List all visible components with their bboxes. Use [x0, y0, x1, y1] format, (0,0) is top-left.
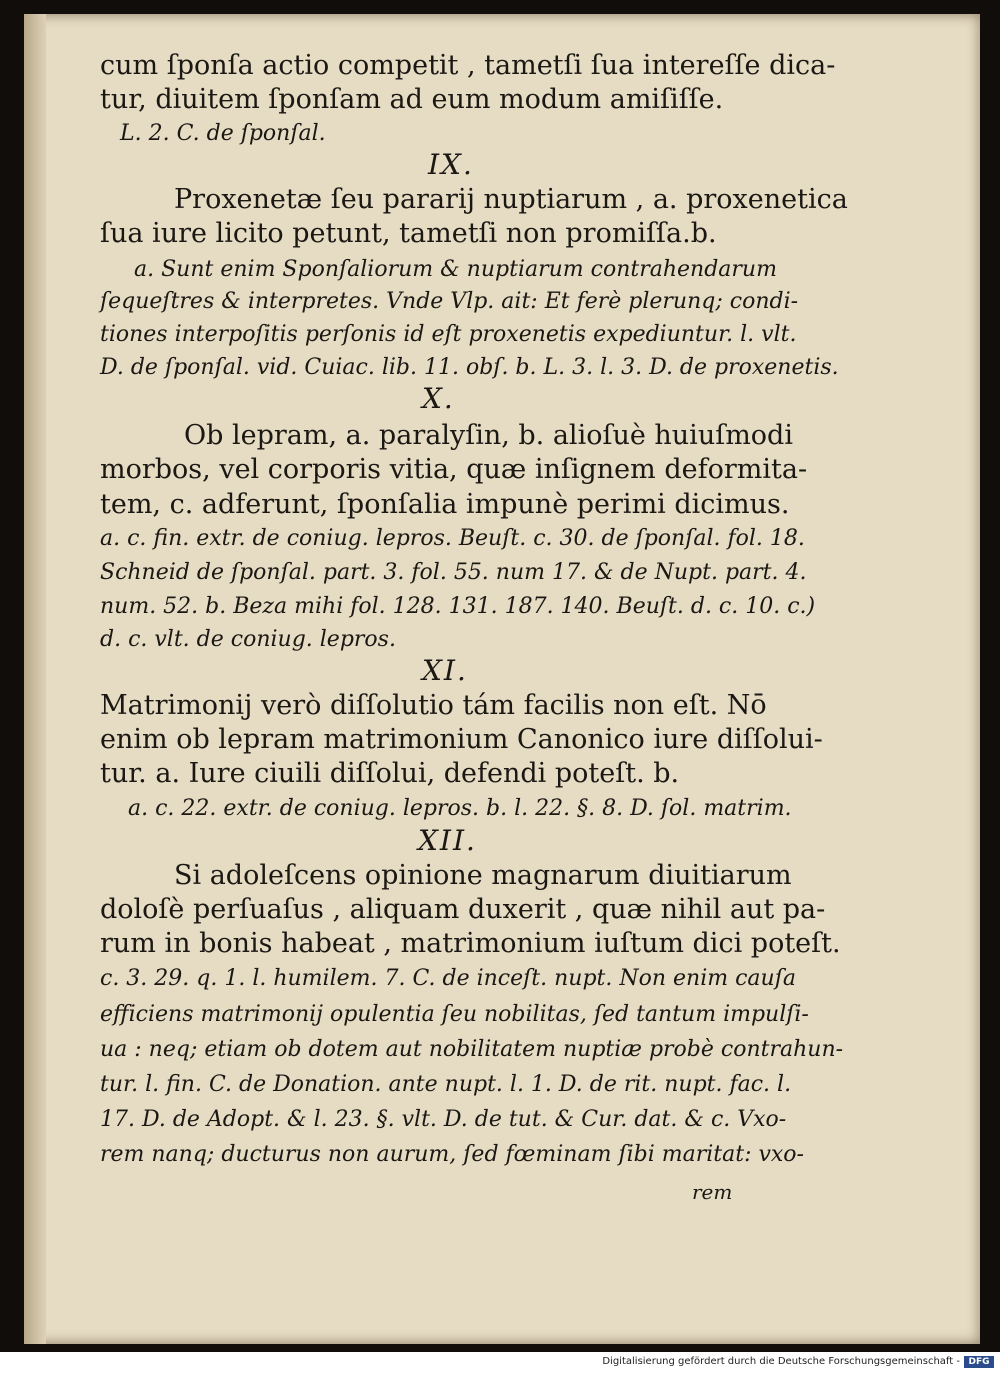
page-gutter-shadow [24, 14, 46, 1344]
note-line: rem nanq; ducturus non aurum, ſed fœminam ſibi maritat: vxo- [100, 1142, 804, 1167]
note-line: c. 3. 29. q. 1. l. humilem. 7. C. de inceſt. nupt. Non enim cauſa [100, 966, 796, 991]
note-line: tiones interpoſitis perſonis id eſt proxenetis expediuntur. l. vlt. [100, 322, 797, 347]
note-line: a. c. fin. extr. de coniug. lepros. Beuſt. c. 30. de ſponſal. fol. 18. [100, 526, 805, 551]
note-line: ua : neq; etiam ob dotem aut nobilitatem nuptiæ probè contrahun- [100, 1037, 844, 1062]
note-line: efficiens matrimonij opulentia ſeu nobilitas, ſed tantum impulſi- [100, 1002, 809, 1027]
text-line: Si adoleſcens opinione magnarum diuitiarum [174, 860, 792, 891]
text-line: Proxenetæ ſeu pararij nuptiarum , a. proxenetica [174, 184, 848, 215]
text-line: doloſè perſuaſus , aliquam duxerit , quæ nihil aut pa- [100, 894, 826, 925]
text-line: rum in bonis habeat , matrimonium iuſtum dici poteſt. [100, 928, 841, 959]
section-heading: IX. [428, 148, 474, 181]
book-page [24, 14, 980, 1344]
note-line: Schneid de ſponſal. part. 3. fol. 55. num 17. & de Nupt. part. 4. [100, 560, 807, 585]
text-line: cum ſponſa actio competit , tametſi ſua intereſſe dica- [100, 50, 836, 81]
note-line: num. 52. b. Beza mihi fol. 128. 131. 187. 140. Beuſt. d. c. 10. c.) [100, 594, 816, 619]
note-line: D. de ſponſal. vid. Cuiac. lib. 11. obſ. b. L. 3. l. 3. D. de proxenetis. [100, 355, 839, 380]
note-line: L. 2. C. de ſponſal. [120, 121, 326, 146]
note-line: tur. l. fin. C. de Donation. ante nupt. l. 1. D. de rit. nupt. fac. l. [100, 1072, 792, 1097]
text-line: morbos, vel corporis vitia, quæ inſignem deformita- [100, 454, 808, 485]
text-line: enim ob lepram matrimonium Canonico iure diſſolui- [100, 724, 823, 755]
text-line: tem, c. adferunt, ſponſalia impunè perimi dicimus. [100, 489, 790, 520]
catchword: rem [692, 1180, 733, 1204]
text-line: Matrimonij verò diſſolutio tám facilis non eſt. Nō [100, 690, 767, 721]
dfg-logo: DFG [964, 1356, 994, 1368]
text-line: ſua iure licito petunt, tametſi non promiſſa.b. [100, 218, 717, 249]
section-heading: XI. [422, 654, 468, 687]
section-heading: XII. [418, 824, 477, 857]
note-line: a. Sunt enim Sponſaliorum & nuptiarum contrahendarum [134, 257, 777, 282]
text-line: tur, diuitem ſponſam ad eum modum amiſiſſe. [100, 84, 724, 115]
note-line: 17. D. de Adopt. & l. 23. §. vlt. D. de tut. & Cur. dat. & c. Vxo- [100, 1107, 787, 1132]
note-line: d. c. vlt. de coniug. lepros. [100, 627, 396, 652]
funding-notice: Digitalisierung gefördert durch die Deutsche Forschungsgemeinschaft - [602, 1356, 960, 1367]
footer-bar [0, 1352, 1000, 1373]
section-heading: X. [422, 382, 455, 415]
text-line: Ob lepram, a. paralyſin, b. alioſuè huiuſmodi [184, 420, 793, 451]
note-line: a. c. 22. extr. de coniug. lepros. b. l. 22. §. 8. D. ſol. matrim. [128, 796, 792, 821]
note-line: ſequeſtres & interpretes. Vnde Vlp. ait: Et ferè plerunq; condi- [100, 289, 799, 314]
text-line: tur. a. Iure ciuili diſſolui, defendi poteſt. b. [100, 758, 680, 789]
